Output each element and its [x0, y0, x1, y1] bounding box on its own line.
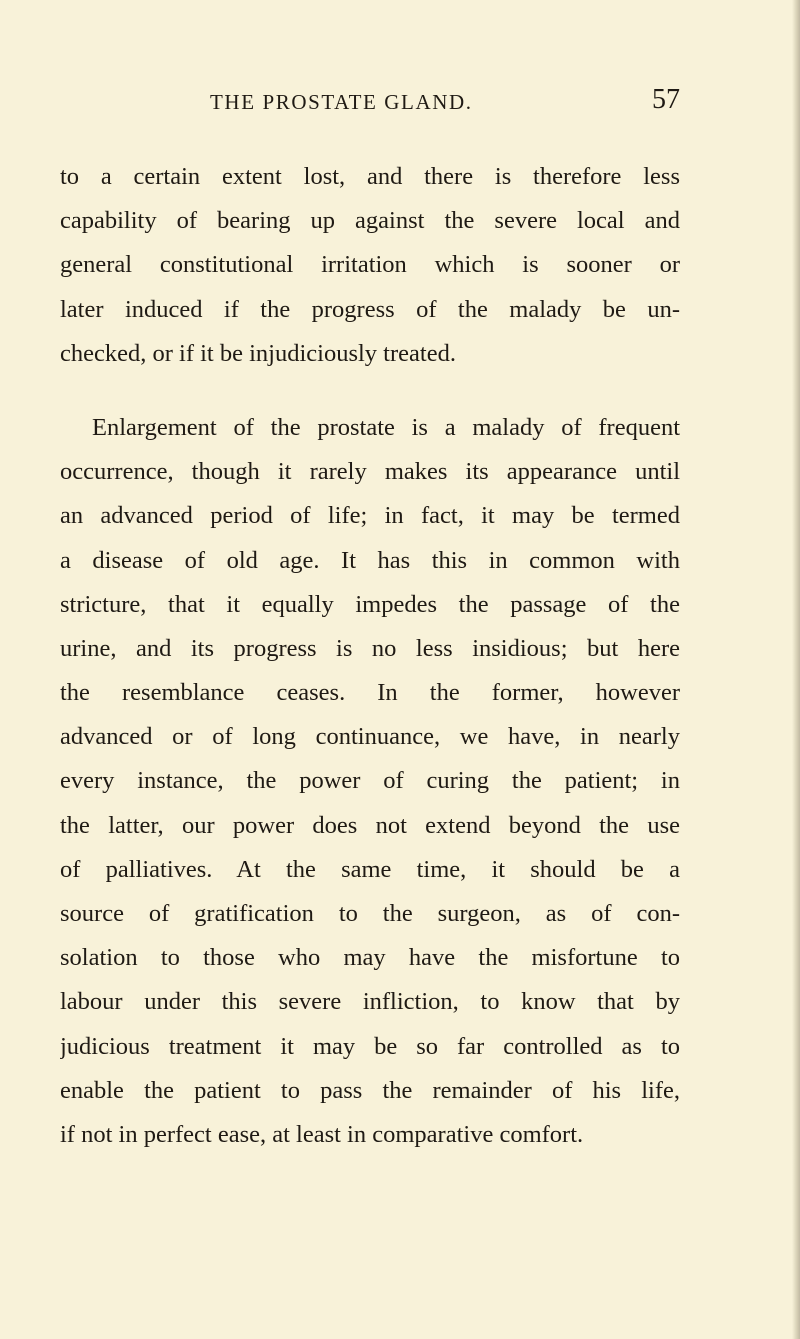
text-line: general constitutional irritation which is sooner or	[60, 251, 680, 279]
text-line: every instance, the power of curing the patient; in	[60, 767, 680, 795]
page-number: 57	[652, 84, 680, 115]
text-line: Enlargement of the prostate is a malady of frequent	[92, 413, 680, 441]
text-line: stricture, that it equally impedes the passage of the	[60, 590, 680, 618]
running-title: THE PROSTATE GLAND.	[210, 90, 473, 114]
text-line: if not in perfect ease, at least in comparative comfort.	[60, 1120, 584, 1148]
text-line: checked, or if it be injudiciously treated.	[60, 339, 456, 367]
text-line: an advanced period of life; in fact, it may be termed	[60, 502, 680, 530]
text-line: of palliatives. At the same time, it should be a	[60, 855, 680, 883]
paragraph-1	[60, 155, 680, 376]
text-line: solation to those who may have the misfortune to	[60, 944, 680, 972]
running-head	[60, 84, 680, 120]
text-line: capability of bearing up against the severe local and	[60, 207, 680, 235]
text-line: a disease of old age. It has this in common with	[60, 546, 680, 574]
text-line: to a certain extent lost, and there is therefore less	[60, 163, 680, 190]
text-line: occurrence, though it rarely makes its appearance until	[60, 458, 680, 486]
text-line: urine, and its progress is no less insidious; but here	[60, 634, 680, 662]
text-line: judicious treatment it may be so far controlled as to	[60, 1032, 680, 1060]
paragraph-2	[60, 406, 680, 1157]
paragraph-gap	[60, 376, 680, 406]
text-line: enable the patient to pass the remainder of his life,	[60, 1076, 680, 1104]
text-line: advanced or of long continuance, we have, in nearly	[60, 723, 680, 751]
page-edge-shadow	[792, 0, 800, 1339]
text-line: labour under this severe infliction, to know that by	[60, 988, 680, 1016]
text-line: source of gratification to the surgeon, as of con-	[60, 900, 680, 927]
body-text	[60, 155, 680, 1157]
text-line: the resemblance ceases. In the former, however	[60, 679, 680, 707]
text-line: the latter, our power does not extend beyond the use	[60, 811, 680, 839]
text-line: later induced if the progress of the malady be un-	[60, 295, 680, 323]
